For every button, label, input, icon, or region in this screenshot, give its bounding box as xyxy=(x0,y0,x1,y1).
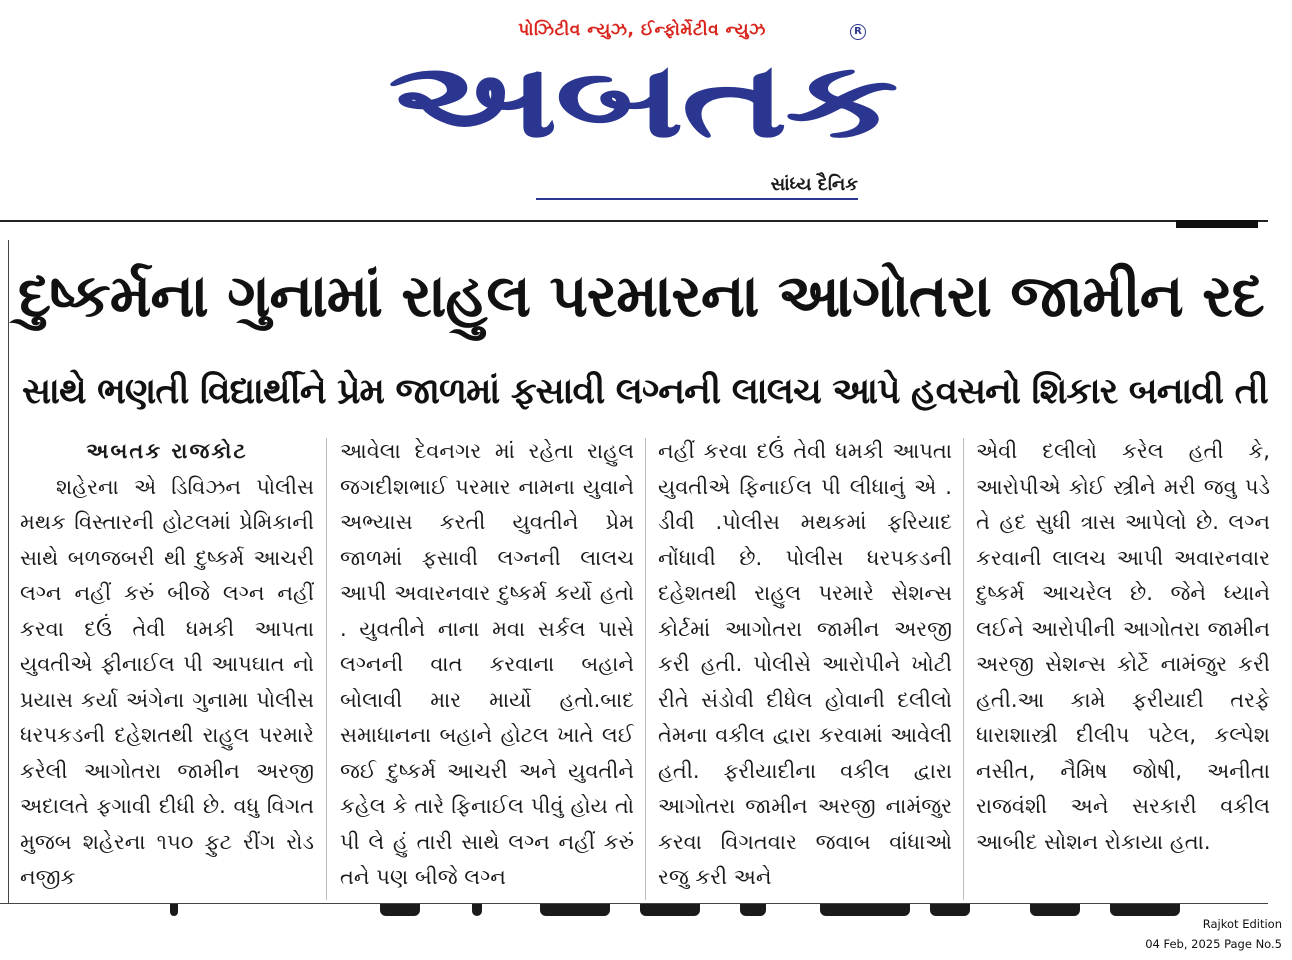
column-divider xyxy=(645,438,646,900)
column-divider xyxy=(963,438,964,900)
column-text: શહેરના એ ડિવિઝન પોલીસ મથક વિસ્તારની હોટલમાં પ્રેમિકાની સાથે બળજબરી થી દુષ્કર્મ આચરી લગ્ન નહીં કરું બીજે લગ્ન નહીં કરવા દઉં તેવી ધમકી આપતા યુવતીએ ફીનાઈલ પી આપઘાત નો પ્રયાસ કર્યા અંગેના ગુનામા પોલીસ ધરપકડની દહેશતથી રાહુલ પરમારે કરેલી આગોતરા જામીન અરજી અદાલતે ફગાવી દીધી છે. વધુ વિગત મુજબ શહેરના ૧૫૦ ફુટ રીંગ રોડ નજીક xyxy=(20,474,314,889)
newspaper-logo xyxy=(388,39,896,161)
column-text: આવેલા દેવનગર માં રહેતા રાહુલ જગદીશભાઈ પરમાર નામના યુવાને અભ્યાસ કરતી યુવતીને પ્રેમ જાળમાં ફસાવી લગ્નની લાલચ આપી અવારનવાર દુષ્કર્મ કર્યો હતો . યુવતીને નાના મવા સર્કલ પાસે લગ્નની વાત કરવાના બહાને બોલાવી માર માર્યો હતો.બાદ સમાધાનના બહાને હોટલ ખાતે લઈ જઈ દુષ્કર્મ આચરી અને યુવતીને કહેલ કે તારે ફિનાઈલ પીવું હોય તો પી લે હું તારી સાથે લગ્ન નહીં કરું તને પણ બીજે લગ્ન xyxy=(340,439,634,889)
column-text: એવી દલીલો કરેલ હતી કે, આરોપીએ કોઈ સ્ત્રીને મરી જવુ પડે તે હદ સુધી ત્રાસ આપેલો છે. લગ્ન કરવાની લાલચ આપી અવારનવાર દુષ્કર્મ આચરેલ છે. જેને ધ્યાને લઈને આરોપીની આગોતરા જામીન અરજી સેશન્સ કોર્ટે નામંજુર કરી હતી.આ કામે ફરીયાદી તરફે ધારાશાસ્ત્રી દીલીપ પટેલ, કલ્પેશ નસીત, નૈમિષ જોષી, અનીતા રાજવંશી અને સરકારી વકીલ આબીદ સોશન રોકાયા હતા. xyxy=(976,439,1270,854)
page-footer xyxy=(1145,914,1282,954)
masthead-subtitle: સાંધ્ય દૈનિક xyxy=(770,174,858,195)
masthead xyxy=(0,0,1292,222)
article-headline: દુષ્કર્મના ગુનામાં રાહુલ પરમારના આગોતરા જામીન રદ xyxy=(18,261,1264,330)
logo-wordmark: અબતક xyxy=(388,39,896,161)
article-subheadline: સાથે ભણતી વિદ્યાર્થીને પ્રેમ જાળમાં ફસાવી લગ્નની લાલચ આપે હવસનો શિકાર બનાવી તી xyxy=(22,371,1268,412)
registered-trademark-icon: R xyxy=(850,24,866,40)
top-rule xyxy=(0,220,1268,222)
column-divider xyxy=(326,438,327,900)
masthead-underline xyxy=(536,198,858,200)
left-rule xyxy=(8,240,9,904)
top-rule-block xyxy=(1176,220,1258,228)
article-column-1 xyxy=(20,434,314,902)
column-text: નહીં કરવા દઉં તેવી ધમકી આપતા યુવતીએ ફિનાઈલ પી લીધાનું એ . ડીવી .પોલીસ મથકમાં ફરિયાદ નોંધાવી છે. પોલીસ ધરપકડની દહેશતથી રાહુલ પરમારે સેશન્સ કોર્ટમાં આગોતરા જામીન અરજી કરી હતી. પોલીસે આરોપીને ખોટી રીતે સંડોવી દીધેલ હોવાની દલીલો તેમના વકીલ દ્વારા કરવામાં આવેલી હતી. ફરીયાદીના વકીલ દ્વારા આગોતરા જામીન અરજી નામંજુર કરવા વિગતવાર જવાબ વાંધાઓ રજુ કરી અને xyxy=(658,439,952,889)
next-article-cut-text xyxy=(0,904,1268,916)
article-column-3 xyxy=(658,434,952,902)
article-column-4 xyxy=(976,434,1270,902)
masthead-tagline: પોઝિટીવ ન્યુઝ, ઈન્ફોર્મેટીવ ન્યુઝ xyxy=(518,20,766,40)
article-column-2 xyxy=(340,434,634,902)
date-page-label: 04 Feb, 2025 Page No.5 xyxy=(1145,937,1282,951)
edition-label: Rajkot Edition xyxy=(1202,917,1282,931)
article-byline: અબતક રાજકોટ xyxy=(86,439,248,463)
